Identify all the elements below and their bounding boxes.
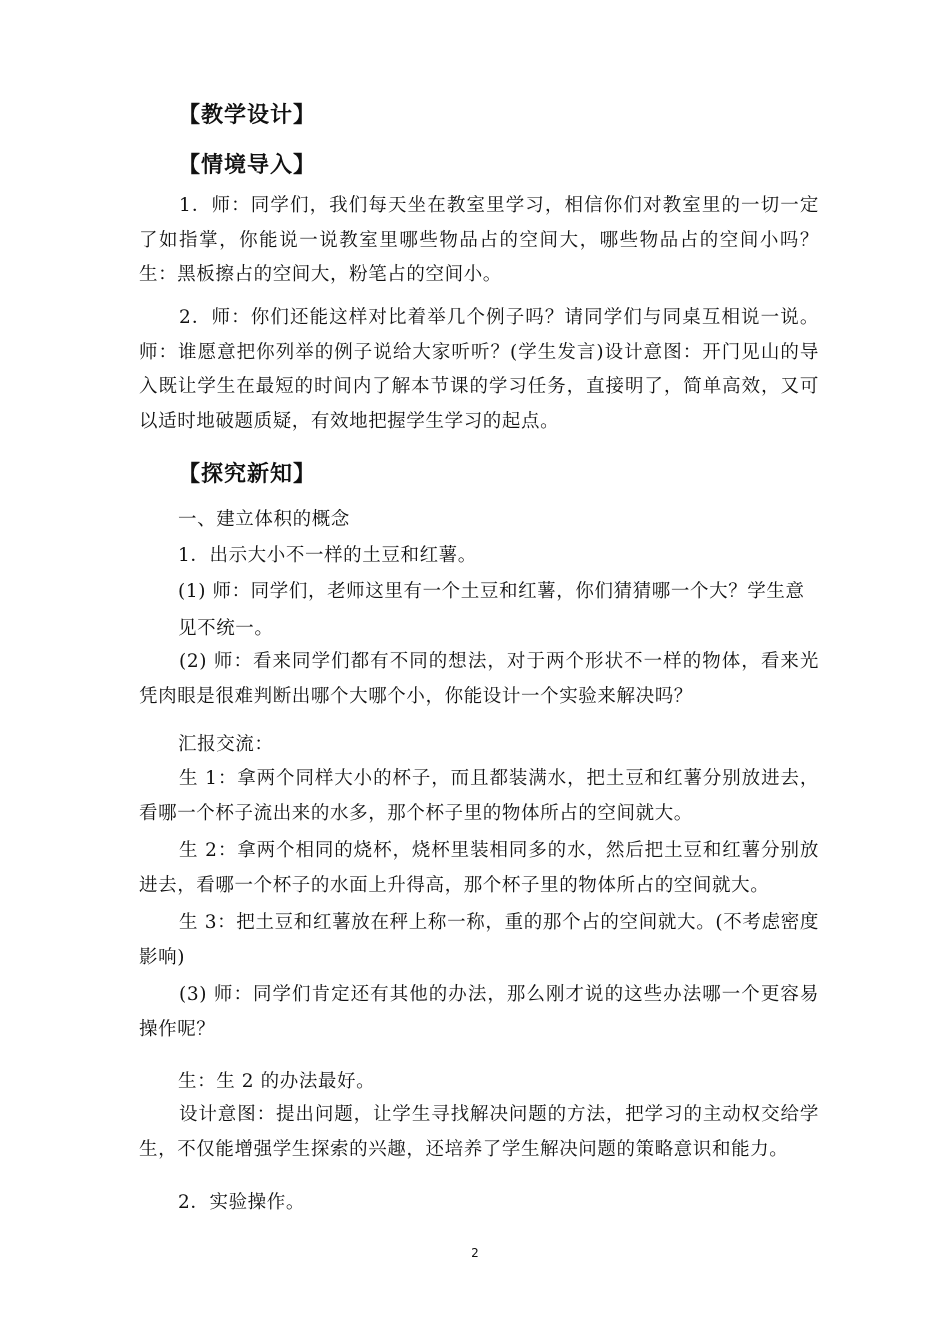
page-number: 2 — [471, 1246, 479, 1260]
student-answer-best-method: 生：生 2 的办法最好。 — [178, 1071, 376, 1092]
heading-teaching-design: 【教学设计】 — [178, 103, 317, 128]
intro-paragraph-1: 1．师：同学们，我们每天坐在教室里学习，相信你们对教室里的一切一定了如指掌，你能说一说教室里哪些物品占的空间大，哪些物品占的空间小吗？生：黑板擦占的空间大，粉笔占的空间小。 — [139, 195, 819, 285]
question-2-paragraph: (2) 师：看来同学们都有不同的想法，对于两个形状不一样的物体，看来光凭肉眼是很难判断出哪个大哪个小，你能设计一个实验来解决吗？ — [139, 651, 819, 707]
intro-paragraph-2: 2．师：你们还能这样对比着举几个例子吗？请同学们与同桌互相说一说。师：谁愿意把你列举的例子说给大家听听？(学生发言)设计意图：开门见山的导入既让学生在最短的时间内了解本节课的学习任务，直接明了，简单高效，又可以适时地破题质疑，有效地把握学生学习的起点。 — [139, 307, 819, 432]
student-2-answer: 生 2：拿两个相同的烧杯，烧杯里装相同多的水，然后把土豆和红薯分别放进去，看哪一个杯子的水面上升得高，那个杯子里的物体所占的空间就大。 — [139, 840, 819, 896]
section-title-volume-concept: 一、建立体积的概念 — [178, 509, 350, 530]
item-2-text: 2．实验操作。 — [178, 1192, 305, 1213]
student-1-answer: 生 1：拿两个同样大小的杯子，而且都装满水，把土豆和红薯分别放进去，看哪一个杯子流出来的水多，那个杯子里的物体所占的空间就大。 — [139, 768, 819, 824]
item-1-text: 1．出示大小不一样的土豆和红薯。 — [178, 545, 477, 566]
student-3-answer: 生 3：把土豆和红薯放在秤上称一称，重的那个占的空间就大。(不考虑密度影响) — [139, 912, 819, 968]
heading-explore-new: 【探究新知】 — [178, 462, 317, 487]
question-1-line-1: (1) 师：同学们，老师这里有一个土豆和红薯，你们猜猜哪一个大？学生意 — [178, 581, 805, 602]
heading-situation-intro: 【情境导入】 — [178, 153, 317, 178]
report-label: 汇报交流： — [178, 734, 274, 755]
design-intent-paragraph: 设计意图：提出问题，让学生寻找解决问题的方法，把学习的主动权交给学生，不仅能增强学生探索的兴趣，还培养了学生解决问题的策略意识和能力。 — [139, 1104, 819, 1160]
question-1-line-2: 见不统一。 — [178, 618, 274, 639]
question-3-paragraph: (3) 师：同学们肯定还有其他的办法，那么刚才说的这些办法哪一个更容易操作呢？ — [139, 984, 819, 1040]
